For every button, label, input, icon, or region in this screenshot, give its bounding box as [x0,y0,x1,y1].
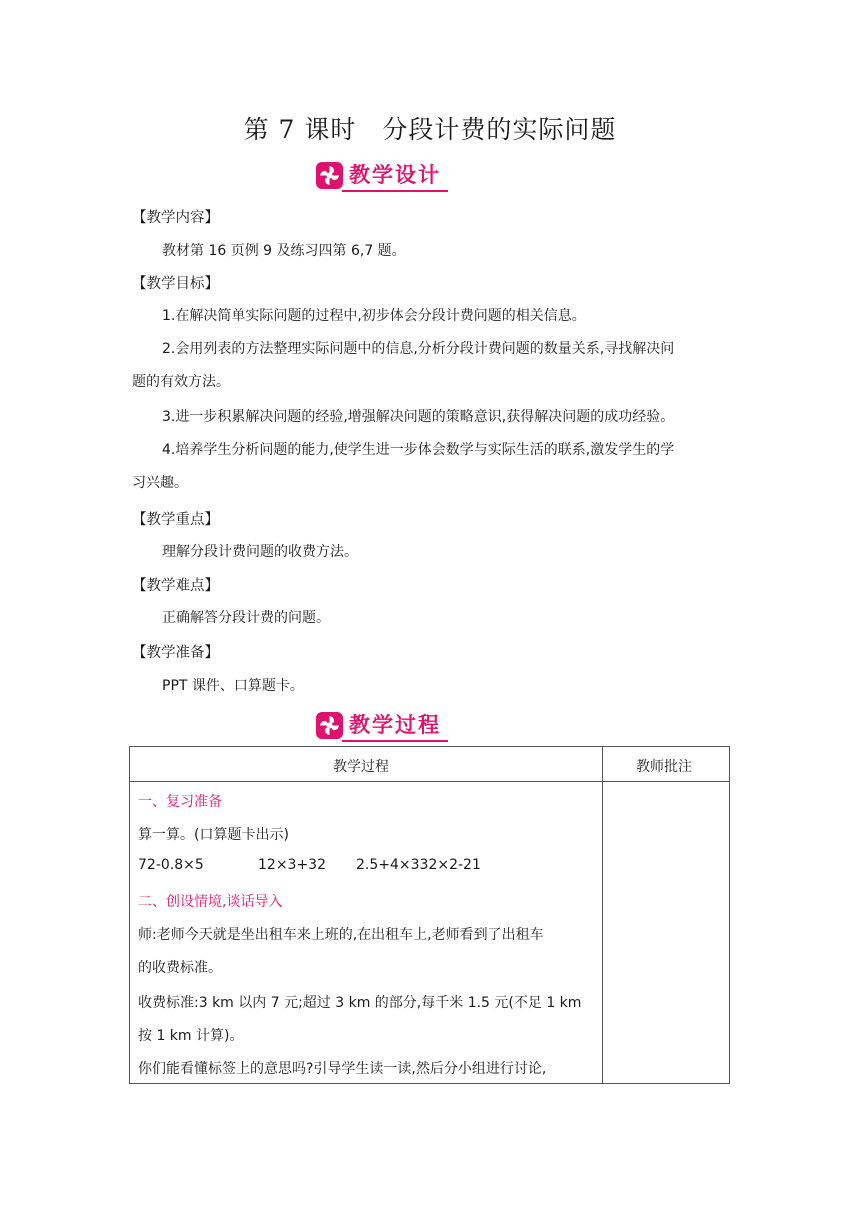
goal-3: 3.进一步积累解决问题的经验,增强解决问题的策略意识,获得解决问题的成功经验。 [162,409,675,425]
preparation-text: PPT 课件、口算题卡。 [162,678,304,694]
pinwheel-icon [316,162,343,189]
goal-1: 1.在解决简单实际问题的过程中,初步体会分段计费问题的相关信息。 [162,308,586,324]
expression-2: 12×3+32 [258,857,326,873]
lesson-number: 第 7 课时 [243,115,357,144]
goal-2-line-1: 2.会用列表的方法整理实际问题中的信息,分析分段计费问题的数量关系,寻找解决问 [162,341,675,357]
key-points-text: 理解分段计费问题的收费方法。 [162,544,358,560]
banner-underline [342,740,448,742]
banner-label: 教学过程 [349,713,441,737]
header-teaching-process: 教学过程 [333,759,389,775]
goal-2-line-2: 题的有效方法。 [132,374,230,390]
goal-4-line-1: 4.培养学生分析问题的能力,使学生进一步体会数学与实际生活的联系,激发学生的学 [162,442,675,458]
step-1-text: 算一算。(口算题卡出示) [138,827,289,843]
teaching-process-table [129,746,730,1084]
step-1-title: 一、复习准备 [138,794,222,810]
key-points-heading: 【教学重点】 [132,512,219,528]
pinwheel-icon [316,712,343,739]
header-teacher-notes: 教师批注 [636,759,692,775]
header-divider [130,781,729,782]
expression-row [138,857,481,873]
content-heading: 【教学内容】 [132,210,219,226]
step-2-line-4: 按 1 km 计算)。 [138,1028,244,1044]
banner-label: 教学设计 [349,163,441,187]
goal-4-line-2: 习兴趣。 [132,475,188,491]
difficulty-text: 正确解答分段计费的问题。 [162,610,330,626]
expression-1: 72-0.8×5 [138,857,204,873]
step-2-line-1: 师:老师今天就是坐出租车来上班的,在出租车上,老师看到了出租车 [138,927,544,943]
goals-heading: 【教学目标】 [132,276,219,292]
step-2-line-5: 你们能看懂标签上的意思吗?引导学生读一读,然后分小组进行讨论, [138,1061,547,1077]
lesson-topic: 分段计费的实际问题 [382,115,617,144]
page-title [0,110,860,146]
teaching-design-banner [316,162,448,192]
content-text: 教材第 16 页例 9 及练习四第 6,7 题。 [162,243,406,259]
step-2-title: 二、创设情境,谈话导入 [138,894,283,910]
expression-3: 2.5+4×332×2-21 [356,857,481,873]
step-2-line-3: 收费标准:3 km 以内 7 元;超过 3 km 的部分,每千米 1.5 元(不足 1 km [138,995,582,1011]
teaching-process-banner [316,712,448,742]
column-divider [602,747,603,1083]
difficulty-heading: 【教学难点】 [132,578,219,594]
banner-underline [342,190,448,192]
step-2-line-2: 的收费标准。 [138,960,222,976]
preparation-heading: 【教学准备】 [132,645,219,661]
